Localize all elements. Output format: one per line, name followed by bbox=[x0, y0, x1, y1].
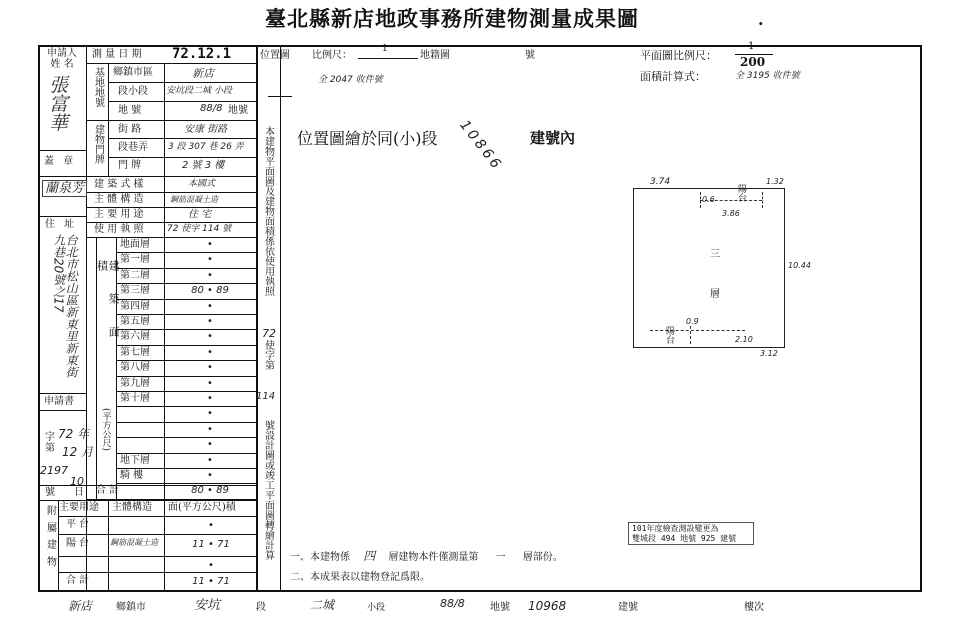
request-no-label: 第 bbox=[45, 443, 55, 454]
section-label: 段小段 bbox=[118, 86, 148, 97]
floor-area-value: • bbox=[207, 454, 213, 466]
footer-building-label: 建號 bbox=[618, 602, 638, 613]
floor-area-value: 80 • 89 bbox=[191, 285, 229, 297]
dim-right: 10.44 bbox=[788, 261, 811, 270]
annex-area: • bbox=[208, 520, 214, 531]
footer-section-label: 段 bbox=[256, 602, 266, 613]
title-mark: . bbox=[758, 10, 764, 29]
floor-area-value: • bbox=[207, 470, 213, 481]
plan-scale-num: 1 bbox=[748, 41, 755, 52]
annex-area-header: 面(平方公尺)積 bbox=[168, 502, 236, 513]
door-group-label: 建物門牌 bbox=[92, 124, 104, 164]
note1-floor: 四 bbox=[363, 549, 376, 563]
floor-label: 第十層 bbox=[120, 393, 150, 404]
calc-value: 全 3195 收件號 bbox=[735, 71, 800, 81]
footer-town-hw: 新店 bbox=[68, 599, 93, 613]
area-unit-label: (平方公尺) bbox=[100, 408, 111, 452]
floor-label: 第八層 bbox=[120, 362, 150, 374]
floor-label: 騎 樓 bbox=[120, 470, 144, 481]
plan-scale-label: 平面圖比例尺： bbox=[640, 49, 717, 62]
balcony-bottom-label: 陽台 bbox=[664, 326, 674, 344]
street-label: 街 路 bbox=[118, 124, 142, 135]
dim-top-left: 3.74 bbox=[650, 177, 671, 187]
annex-area: 11 • 71 bbox=[192, 576, 230, 587]
applicant-name: 張富華 bbox=[45, 75, 68, 132]
use-value: 住 宅 bbox=[188, 209, 212, 220]
style-label: 建 築 式 樣 bbox=[94, 179, 144, 190]
section-value: 安坑段二城 小段 bbox=[166, 86, 232, 96]
lot-suffix: 地號 bbox=[228, 105, 248, 116]
calc-label: 面積計算式： bbox=[640, 70, 706, 83]
address-label: 住 址 bbox=[45, 219, 78, 230]
request-year: 72 年 bbox=[58, 427, 90, 441]
drawing-note: 位置圖繪於同(小)段 bbox=[297, 129, 438, 148]
floor-area-value: • bbox=[207, 346, 213, 358]
floor-row-line bbox=[116, 345, 256, 346]
applicant-header: 申請人 姓 名 bbox=[47, 48, 77, 70]
footer-subsection-hw: 二城 bbox=[310, 598, 335, 612]
dim-inner-bottom: 0.9 bbox=[686, 317, 699, 326]
annex-use-header: 主要用途 bbox=[59, 502, 99, 513]
seal-label: 蓋 章 bbox=[44, 156, 77, 167]
footer-lot-hw: 88/8 bbox=[440, 597, 465, 610]
floor-label: 第九層 bbox=[120, 377, 150, 389]
floor-area-value: • bbox=[207, 254, 213, 266]
struct-label: 主 體 構 造 bbox=[94, 194, 144, 205]
footer-subsection-label: 小段 bbox=[367, 603, 386, 613]
location-scale-no: 號 bbox=[525, 50, 535, 61]
use-label: 主 要 用 途 bbox=[94, 209, 144, 220]
location-scale-label: 比例尺： bbox=[312, 50, 352, 61]
floor-label: 第三層 bbox=[120, 285, 150, 297]
floor-label: 地面層 bbox=[120, 239, 150, 250]
floor-area-value: • bbox=[207, 408, 213, 420]
dim-top-right: 1.32 bbox=[766, 177, 784, 186]
survey-date-value: 72.12.1 bbox=[172, 46, 232, 62]
dim-inner-top: 0.6 bbox=[702, 195, 715, 204]
location-label: 位置圖 bbox=[260, 50, 290, 61]
annex-area: 11 • 71 bbox=[192, 539, 230, 550]
footer-building-hw: 10968 bbox=[528, 599, 567, 613]
footer-town-label: 鄉鎮市 bbox=[116, 602, 146, 613]
request-label: 申請書 bbox=[44, 396, 74, 407]
floor-label: 第二層 bbox=[120, 269, 150, 281]
stamp-line-1: 101年度檢查測設變更為 bbox=[632, 524, 719, 533]
seal-stamp: 蘭泉芳 bbox=[42, 180, 87, 197]
revision-stamp bbox=[628, 522, 754, 545]
town-value: 新店 bbox=[192, 67, 214, 80]
floor-char-1: 三 bbox=[710, 249, 720, 260]
dim-inner: 3.86 bbox=[722, 209, 740, 218]
annex-label: 附屬建物 bbox=[44, 505, 56, 573]
floor-area-value: • bbox=[207, 362, 213, 374]
area-group-label: 建築面積 bbox=[95, 260, 121, 359]
floor-row-line bbox=[116, 299, 256, 300]
footer-lot-label: 地號 bbox=[490, 602, 510, 613]
floor-row-line bbox=[116, 453, 256, 454]
note1-prefix: 一、本建物係 bbox=[290, 552, 350, 563]
floor-area-value: • bbox=[207, 239, 213, 250]
number-label: 號 bbox=[45, 487, 55, 498]
town-label: 鄉鎮市區 bbox=[113, 67, 153, 78]
floor-label: 第一層 bbox=[120, 254, 150, 266]
license-text: 使字第 bbox=[262, 340, 274, 370]
floor-row-line bbox=[116, 437, 256, 438]
floor-label: 第四層 bbox=[120, 300, 150, 312]
request-serial: 2197 bbox=[40, 464, 68, 477]
license-no: 114 bbox=[256, 391, 276, 402]
note2: 二、本成果表以建物登記爲限。 bbox=[290, 572, 430, 583]
door-label: 門 牌 bbox=[118, 160, 142, 171]
floor-row-line bbox=[116, 422, 256, 423]
note1-suffix: 層部份。 bbox=[522, 552, 563, 563]
floor-label: 第五層 bbox=[120, 316, 150, 327]
floor-row-line bbox=[116, 468, 256, 469]
location-note-hw: 全 2047 收件號 bbox=[318, 75, 383, 85]
door-value: 2 號 3 樓 bbox=[182, 160, 225, 171]
stamp-line-2: 雙城段 494 地號 925 建號 bbox=[632, 533, 737, 543]
base-group-label: 基地地號 bbox=[92, 67, 104, 107]
floor-char-2: 層 bbox=[710, 289, 720, 300]
floor-row-line bbox=[116, 268, 256, 269]
building-no-rotated: 10866 bbox=[456, 117, 506, 175]
floor-label: 合 計 bbox=[96, 485, 120, 497]
document-title: 臺北縣新店地政事務所建物測量成果圖 bbox=[265, 6, 639, 31]
lane-value: 3 段 307 巷 26 弄 bbox=[168, 142, 244, 152]
day-label: 日 bbox=[74, 487, 84, 498]
floor-label: 地下層 bbox=[120, 454, 150, 466]
request-day: 10 bbox=[70, 475, 84, 488]
floor-area-value: • bbox=[207, 331, 213, 343]
license-hw: 72 bbox=[262, 327, 276, 340]
location-scale-ref: 地籍圖 bbox=[420, 50, 450, 61]
lot-value: 88/8 bbox=[200, 103, 223, 114]
floor-row-line bbox=[116, 314, 256, 315]
floor-area-value: • bbox=[207, 377, 213, 389]
floor-row-line bbox=[116, 406, 256, 407]
footer-section-hw: 安坑 bbox=[194, 598, 221, 613]
floor-row-line bbox=[116, 376, 256, 377]
request-word: 字 bbox=[45, 432, 55, 443]
floor-area-value: • bbox=[207, 316, 213, 327]
survey-date-label: 測 量 日 期 bbox=[92, 49, 142, 60]
dim-bottom-small: 2.10 bbox=[735, 335, 753, 344]
floor-area-value: • bbox=[207, 300, 213, 312]
struct-value: 鋼筋混凝土造 bbox=[170, 195, 218, 204]
location-scale-value: 1 bbox=[382, 44, 388, 54]
style-value: 本國式 bbox=[188, 179, 216, 189]
floor-row-line bbox=[116, 483, 256, 484]
lot-label: 地 號 bbox=[118, 105, 142, 116]
floor-area-value: • bbox=[207, 439, 213, 451]
floor-area-value: 80 • 89 bbox=[191, 485, 229, 497]
floor-area-value: • bbox=[207, 393, 213, 404]
annex-struct: 鋼筋混凝土造 bbox=[110, 538, 158, 547]
vertical-note: 本建物平面圖及建物面積係依使用執照 bbox=[262, 126, 274, 296]
annex-use: 平 台 bbox=[66, 519, 90, 530]
floor-label: 第六層 bbox=[120, 331, 150, 343]
annex-use: 陽 台 bbox=[66, 538, 90, 549]
annex-area: • bbox=[208, 560, 214, 571]
footer-floor-label: 樓次 bbox=[744, 602, 764, 613]
building-no-suffix: 建號內 bbox=[530, 129, 576, 147]
annex-struct-header: 主體構造 bbox=[112, 502, 152, 513]
license-label: 使 用 執 照 bbox=[94, 224, 144, 235]
floor-plan bbox=[633, 188, 785, 348]
balcony-top-label: 陽台 bbox=[736, 184, 746, 202]
note1-part: 一 bbox=[495, 552, 506, 563]
lane-label: 段巷弄 bbox=[118, 142, 148, 153]
floor-area-value: • bbox=[207, 423, 213, 435]
dim-bottom-right: 3.12 bbox=[760, 349, 778, 358]
request-month: 12 月 bbox=[62, 445, 94, 459]
note1-mid: 層建物本件僅測量第 bbox=[388, 552, 479, 563]
plan-scale-den: 200 bbox=[740, 55, 766, 69]
annex-use: 合 計 bbox=[66, 575, 90, 586]
floor-row-line bbox=[116, 391, 256, 392]
license-value: 72 使字 114 號 bbox=[167, 224, 232, 234]
street-value: 安康 街路 bbox=[184, 124, 228, 135]
address-value: 台北市松山區新東里新東街九巷20號之17 bbox=[51, 234, 79, 378]
vertical-note-2: 號設計圖或竣工平面圖轉繪計算 bbox=[262, 420, 274, 560]
floor-label: 第七層 bbox=[120, 346, 150, 358]
floor-area-value: • bbox=[207, 269, 213, 281]
floor-row-line bbox=[86, 499, 256, 500]
